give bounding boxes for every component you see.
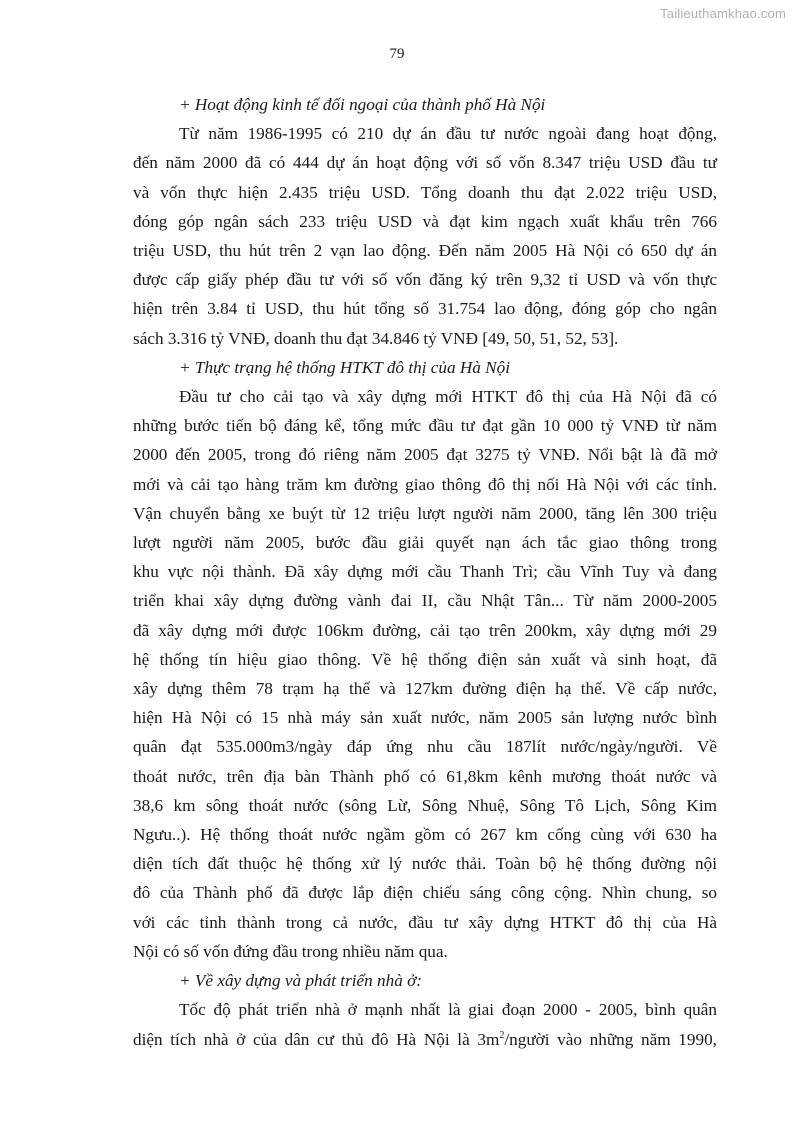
text-line: hệ thống tín hiệu giao thông. Về hệ thống điện sản xuất và sinh hoạt, đã [133, 649, 717, 669]
text-line: được cấp giấy phép đầu tư với số vốn đăng ký trên 9,32 tỉ USD và vốn thực [133, 270, 717, 290]
text-segment: /người vào những năm 1990, [504, 1029, 717, 1049]
text-line: khu vực nội thành. Đã xây dựng mới cầu Thanh Trì; cầu Vĩnh Tuy và đang [133, 562, 717, 582]
text-line: những bước tiến bộ đáng kể, tổng mức đầu tư đạt gần 10 000 tỷ VNĐ từ năm [133, 416, 717, 436]
text-line: hiện trên 3.84 tỉ USD, thu hút tổng số 31.754 lao động, đóng góp cho ngân [133, 299, 717, 319]
document-body [133, 90, 717, 1054]
text-line: diện tích đất thuộc hệ thống xử lý nước thải. Toàn bộ hệ thống đường nội [133, 854, 717, 874]
text-line: Đầu tư cho cải tạo và xây dựng mới HTKT đô thị của Hà Nội đã có [179, 387, 717, 407]
text-line-with-superscript [133, 1025, 717, 1054]
text-line: với các tỉnh thành trong cả nước, đầu tư xây dựng HTKT đô thị của Hà [133, 912, 717, 932]
text-line: Vận chuyển bằng xe buýt từ 12 triệu lượt người năm 2000, tăng lên 300 triệu [133, 503, 717, 523]
text-segment: diện tích nhà ở của dân cư thủ đô Hà Nội là 3m [133, 1029, 500, 1049]
section-heading-foreign-economy: + Hoạt động kinh tế đối ngoại của thành phố Hà Nội [179, 95, 546, 114]
text-line: và vốn thực hiện 2.435 triệu USD. Tổng doanh thu đạt 2.022 triệu USD, [133, 182, 717, 202]
text-line: hiện Hà Nội có 15 nhà máy sản xuất nước, năm 2005 sản lượng nước bình [133, 708, 717, 728]
text-line: Ngưu..). Hệ thống thoát nước ngầm gồm có 267 km cống cùng với 630 ha [133, 825, 717, 845]
text-line: triệu USD, thu hút trên 2 vạn lao động. Đến năm 2005 Hà Nội có 650 dự án [133, 241, 717, 261]
text-line: quân đạt 535.000m3/ngày đáp ứng nhu cầu 187lít nước/ngày/người. Về [133, 737, 717, 757]
paragraph-foreign-economy [133, 119, 717, 353]
text-line: sách 3.316 tỷ VNĐ, doanh thu đạt 34.846 tỷ VNĐ [49, 50, 51, 52, 53]. [133, 328, 619, 348]
superscript: 2 [499, 1029, 505, 1041]
text-line: Nội có số vốn đứng đầu trong nhiều năm qua. [133, 941, 448, 961]
watermark: Tailieuthamkhao.com [660, 6, 786, 21]
page-number: 79 [389, 46, 405, 62]
section-heading-housing: + Về xây dựng và phát triển nhà ở: [179, 971, 423, 991]
text-line: đóng góp ngân sách 233 triệu USD và đạt kim ngạch xuất khẩu trên 766 [133, 211, 717, 231]
paragraph-infrastructure [133, 382, 717, 966]
text-line: Tốc độ phát triển nhà ở mạnh nhất là giai đoạn 2000 - 2005, bình quân [179, 1000, 717, 1020]
section-heading-infrastructure: + Thực trạng hệ thống HTKT đô thị của Hà Nội [179, 357, 511, 377]
text-line: 38,6 km sông thoát nước (sông Lừ, Sông Nhuệ, Sông Tô Lịch, Sông Kim [133, 795, 717, 815]
text-line: đến năm 2000 đã có 444 dự án hoạt động với số vốn 8.347 triệu USD đầu tư [133, 153, 717, 173]
text-line: đô của Thành phố đã được lắp điện chiếu sáng công cộng. Nhìn chung, so [133, 883, 717, 903]
text-line: lượt người năm 2005, bước đầu giải quyết nạn ách tắc giao thông trong [133, 533, 717, 553]
text-line: 2000 đến 2005, trong đó riêng năm 2005 đạt 3275 tỷ VNĐ. Nổi bật là đã mở [133, 445, 717, 465]
text-line: mới và cải tạo hàng trăm km đường giao thông đô thị nối Hà Nội với các tỉnh. [133, 474, 717, 494]
text-line: xây dựng thêm 78 trạm hạ thế và 127km đường điện hạ thế. Về cấp nước, [133, 679, 717, 699]
text-line: triển khai xây dựng đường vành đai II, cầu Nhật Tân... Từ năm 2000-2005 [133, 591, 717, 611]
text-line: thoát nước, trên địa bàn Thành phố có 61,8km kênh mương thoát nước và [133, 766, 717, 786]
text-line: đã xây dựng mới được 106km đường, cải tạo trên 200km, xây dựng mới 29 [133, 620, 717, 640]
text-line: Từ năm 1986-1995 có 210 dự án đầu tư nước ngoài đang hoạt động, [179, 124, 717, 144]
paragraph-housing [133, 995, 717, 1053]
